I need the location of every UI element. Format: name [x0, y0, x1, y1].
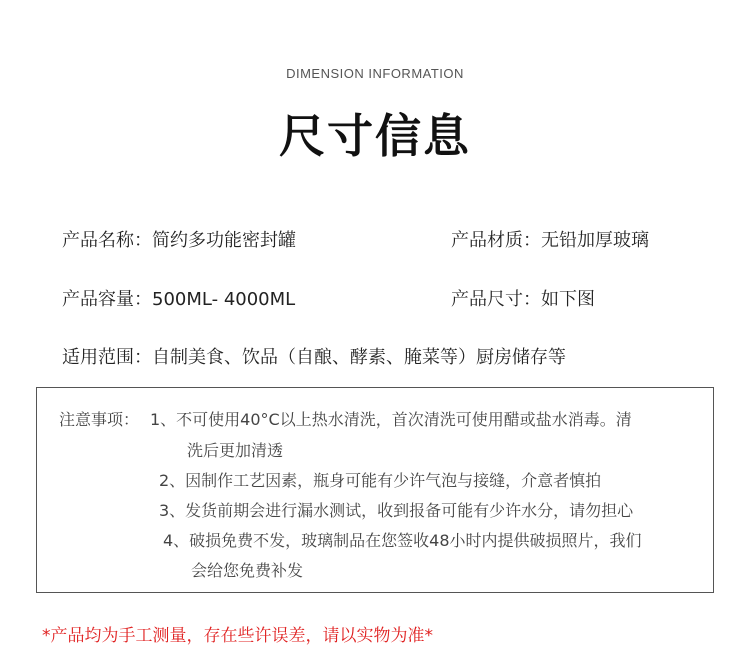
page-title: 尺寸信息 [279, 109, 471, 163]
disclaimer-note: *产品均为手工测量，存在些许误差，请以实物为准* [42, 626, 433, 646]
note-item-2: 2、因制作工艺因素，瓶身可能有少许气泡与接缝，介意者慎拍 [159, 471, 602, 490]
note-item-1-line2: 洗后更加清透 [187, 441, 284, 460]
product-name-row [62, 226, 296, 252]
note-item-4-line1: 4、破损免费不发，玻璃制品在您签收48小时内提供破损照片，我们 [163, 531, 642, 550]
product-size-label: 产品尺寸： [451, 289, 541, 310]
note-item-3: 3、发货前期会进行漏水测试，收到报备可能有少许水分，请勿担心 [159, 501, 634, 520]
product-capacity-label: 产品容量： [62, 289, 152, 310]
note-item-1-line1: 1、不可使用40°C以上热水清洗，首次清洗可使用醋或盐水消毒。清 [150, 410, 632, 429]
product-size-value: 如下图 [541, 289, 595, 310]
note-item-4-line2: 会给您免费补发 [191, 561, 304, 580]
product-material-row [451, 226, 649, 252]
notes-box [36, 387, 714, 593]
product-material-value: 无铅加厚玻璃 [541, 230, 649, 251]
product-name-value: 简约多功能密封罐 [152, 230, 296, 251]
product-usage-label: 适用范围： [62, 347, 152, 368]
product-capacity-row [62, 285, 295, 311]
product-size-row [451, 285, 595, 311]
section-subtitle: DIMENSION INFORMATION [286, 66, 464, 81]
notes-heading: 注意事项： [59, 410, 140, 429]
product-name-label: 产品名称： [62, 230, 152, 251]
product-usage-value: 自制美食、饮品（自酿、酵素、腌菜等）厨房储存等 [152, 347, 566, 368]
product-material-label: 产品材质： [451, 230, 541, 251]
product-capacity-value: 500ML- 4000ML [152, 289, 296, 310]
product-usage-row [62, 343, 566, 369]
